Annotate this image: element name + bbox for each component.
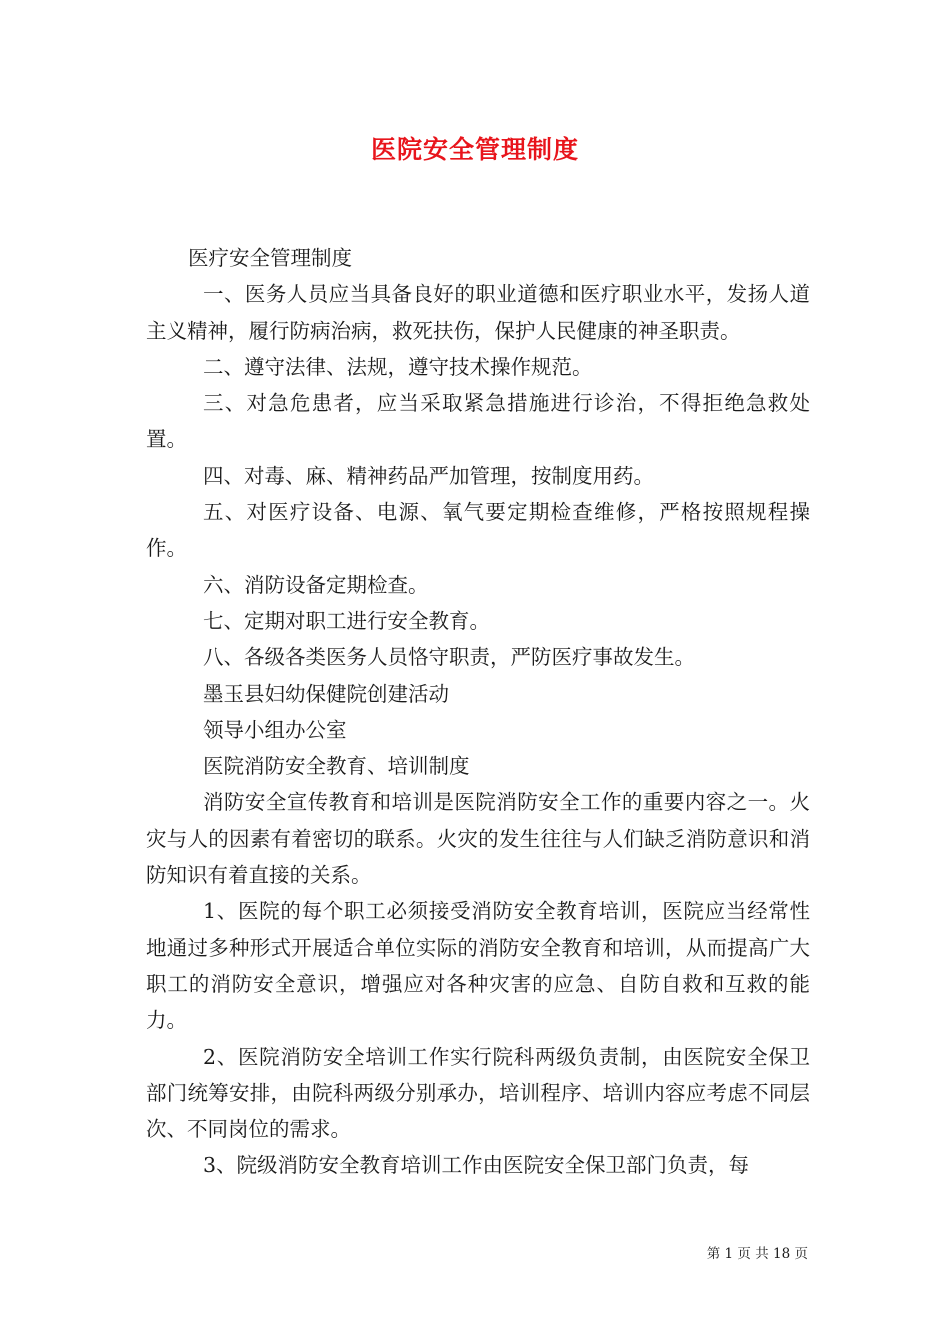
document-title: 医院安全管理制度 bbox=[370, 135, 579, 164]
paragraph: 六、消防设备定期检查。 bbox=[203, 572, 429, 597]
paragraph: 五、对医疗设备、电源、氧气要定期检查维修，严格按照规程操作。 bbox=[146, 500, 810, 561]
organization-line: 墨玉县妇幼保健院创建活动 bbox=[203, 681, 449, 706]
document-body bbox=[146, 240, 810, 1184]
paragraph: 1、医院的每个职工必须接受消防安全教育培训，医院应当经常性地通过多种形式开展适合单位实际的消防安全教育和培训，从而提高广大职工的消防安全意识，增强应对各种灾害的应急、自防自救和互救的能力。 bbox=[146, 899, 810, 1033]
paragraph: 八、各级各类医务人员恪守职责，严防医疗事故发生。 bbox=[203, 645, 695, 670]
paragraph: 七、定期对职工进行安全教育。 bbox=[203, 608, 490, 633]
page-number-footer: 第 1 页 共 18 页 bbox=[706, 1246, 808, 1262]
section-heading: 医院消防安全教育、培训制度 bbox=[203, 754, 470, 779]
paragraph: 消防安全宣传教育和培训是医院消防安全工作的重要内容之一。火灾与人的因素有着密切的联系。火灾的发生往往与人们缺乏消防意识和消防知识有着直接的关系。 bbox=[146, 790, 810, 888]
paragraph: 二、遵守法律、法规，遵守技术操作规范。 bbox=[203, 354, 593, 379]
organization-line: 领导小组办公室 bbox=[203, 717, 347, 742]
paragraph: 四、对毒、麻、精神药品严加管理，按制度用药。 bbox=[203, 463, 654, 488]
paragraph: 一、医务人员应当具备良好的职业道德和医疗职业水平，发扬人道主义精神，履行防病治病，救死扶伤，保护人民健康的神圣职责。 bbox=[146, 282, 810, 343]
paragraph: 2、医院消防安全培训工作实行院科两级负责制，由医院安全保卫部门统筹安排，由院科两级分别承办，培训程序、培训内容应考虑不同层次、不同岗位的需求。 bbox=[146, 1044, 810, 1142]
paragraph: 3、院级消防安全教育培训工作由医院安全保卫部门负责，每 bbox=[203, 1153, 750, 1178]
section-heading: 医疗安全管理制度 bbox=[188, 246, 352, 270]
paragraph: 三、对急危患者，应当采取紧急措施进行诊治，不得拒绝急救处置。 bbox=[146, 391, 810, 452]
